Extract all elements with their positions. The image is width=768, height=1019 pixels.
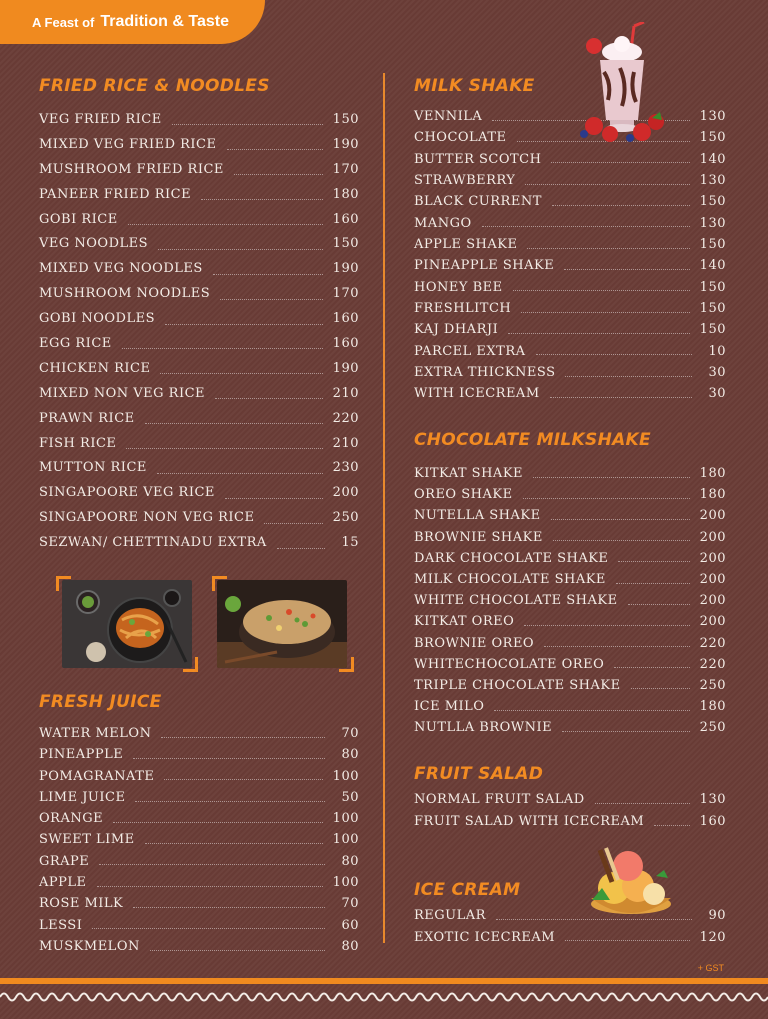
dot-leader — [97, 885, 323, 887]
dot-leader — [494, 709, 689, 711]
menu-item — [39, 311, 359, 336]
dot-leader — [550, 396, 692, 398]
dot-leader — [595, 802, 690, 804]
menu-item-price: 220 — [699, 635, 726, 651]
menu-item — [414, 466, 726, 487]
menu-item-name: BROWNIE OREO — [414, 635, 535, 651]
menu-item-price: 80 — [341, 747, 359, 763]
dot-leader — [544, 645, 690, 647]
menu-item-price: 220 — [699, 656, 726, 672]
footer-wave-pattern — [0, 990, 768, 1004]
menu-item — [39, 236, 359, 261]
menu-item-price: 150 — [699, 322, 726, 338]
menu-item-name: LIME JUICE — [39, 789, 126, 805]
milkshake-glass-illustration — [572, 22, 672, 144]
menu-item-price: 180 — [699, 466, 726, 481]
menu-item-price: 200 — [699, 508, 726, 524]
dot-leader — [513, 289, 690, 291]
menu-item-name: KAJ DHARJI — [414, 322, 499, 338]
dot-leader — [92, 927, 325, 929]
menu-item — [414, 530, 726, 551]
menu-item — [39, 286, 359, 311]
menu-item-name: EGG RICE — [39, 336, 112, 352]
menu-item-name: MIXED VEG FRIED RICE — [39, 136, 217, 152]
menu-item — [414, 344, 726, 365]
dot-leader — [157, 472, 323, 474]
dot-leader — [553, 539, 690, 541]
menu-item-name: EXOTIC ICECREAM — [414, 929, 556, 945]
dot-leader — [145, 422, 323, 424]
menu-item-name: ICE MILO — [414, 699, 485, 715]
menu-item-price: 160 — [332, 311, 359, 327]
menu-item-price: 60 — [341, 917, 359, 933]
menu-item-price: 130 — [699, 215, 726, 231]
noodles-photo — [62, 580, 192, 668]
dot-leader — [614, 666, 689, 668]
menu-item-name: WHITE CHOCOLATE SHAKE — [414, 593, 618, 609]
menu-item — [39, 336, 359, 361]
menu-item — [414, 322, 726, 343]
menu-item — [414, 908, 726, 930]
menu-item-price: 150 — [332, 112, 359, 127]
milk-shake-list — [414, 109, 726, 408]
menu-item — [414, 130, 726, 151]
menu-item-price: 200 — [699, 614, 726, 630]
dot-leader — [133, 757, 325, 759]
menu-item-price: 130 — [699, 109, 726, 124]
menu-item-price: 190 — [332, 261, 359, 277]
gst-note: + GST — [697, 963, 724, 973]
menu-item-name: WITH ICECREAM — [414, 386, 540, 402]
footer-bar — [0, 978, 768, 984]
menu-item — [39, 436, 359, 461]
dot-leader — [234, 173, 323, 175]
menu-item-price: 90 — [708, 908, 726, 923]
menu-item-name: CHICKEN RICE — [39, 360, 151, 376]
dot-leader — [161, 736, 325, 738]
menu-item-price: 100 — [332, 875, 359, 891]
dot-leader — [536, 353, 692, 355]
menu-item-name: VEG FRIED RICE — [39, 112, 162, 127]
menu-item — [414, 194, 726, 215]
dot-leader — [150, 949, 325, 951]
menu-item-name: BLACK CURRENT — [414, 194, 542, 210]
menu-item — [414, 814, 726, 836]
menu-item-price: 250 — [332, 510, 359, 526]
menu-item-price: 190 — [332, 360, 359, 376]
dot-leader — [618, 560, 689, 562]
menu-item-price: 220 — [332, 410, 359, 426]
menu-item-name: MANGO — [414, 215, 472, 231]
menu-item-price: 140 — [699, 151, 726, 167]
menu-item-name: HONEY BEE — [414, 279, 503, 295]
menu-item-price: 130 — [699, 173, 726, 189]
menu-item-price: 250 — [699, 720, 726, 736]
menu-item-price: 200 — [699, 571, 726, 587]
menu-item — [39, 485, 359, 510]
dot-leader — [533, 476, 690, 478]
menu-item-name: FISH RICE — [39, 435, 117, 451]
menu-item-price: 150 — [699, 130, 726, 146]
menu-item-name: GOBI NOODLES — [39, 311, 156, 327]
menu-item-name: BROWNIE SHAKE — [414, 529, 543, 545]
menu-item-name: PARCEL EXTRA — [414, 343, 526, 359]
dot-leader — [508, 332, 689, 334]
menu-item — [39, 212, 359, 237]
dot-leader — [525, 183, 689, 185]
menu-item-price: 70 — [341, 896, 359, 912]
menu-item-name: MIXED NON VEG RICE — [39, 385, 206, 401]
fried-rice-photo-frame — [212, 576, 354, 672]
menu-item-name: NORMAL FRUIT SALAD — [414, 792, 585, 807]
menu-item-price: 190 — [332, 136, 359, 152]
dot-leader — [213, 273, 323, 275]
menu-item — [414, 258, 726, 279]
menu-item — [39, 811, 359, 832]
dot-leader — [158, 248, 323, 250]
menu-item — [39, 460, 359, 485]
menu-item-price: 140 — [699, 258, 726, 274]
menu-item — [414, 152, 726, 173]
fruit-salad-title: FRUIT SALAD — [414, 764, 544, 784]
column-divider — [383, 73, 385, 943]
menu-item — [414, 508, 726, 529]
menu-item — [414, 109, 726, 130]
menu-item-name: MUSHROOM FRIED RICE — [39, 161, 224, 177]
menu-item — [39, 261, 359, 286]
menu-item-price: 150 — [699, 237, 726, 253]
menu-item-price: 50 — [341, 789, 359, 805]
menu-item-name: SINGAPOORE VEG RICE — [39, 485, 215, 501]
menu-item-name: VEG NOODLES — [39, 236, 149, 252]
fresh-juice-title: FRESH JUICE — [39, 692, 162, 712]
menu-item — [39, 896, 359, 917]
menu-item — [414, 237, 726, 258]
dot-leader — [565, 939, 690, 941]
menu-item-price: 250 — [699, 677, 726, 693]
menu-item — [39, 411, 359, 436]
menu-item-name: GRAPE — [39, 853, 90, 869]
menu-item — [39, 769, 359, 790]
dot-leader — [164, 778, 322, 780]
menu-item-name: CHOCOLATE — [414, 130, 507, 146]
ice-cream-list — [414, 908, 726, 951]
menu-item — [414, 487, 726, 508]
menu-item — [414, 280, 726, 301]
menu-item-name: EXTRA THICKNESS — [414, 365, 556, 381]
menu-item-name: NUTELLA SHAKE — [414, 508, 541, 524]
menu-item-price: 160 — [699, 814, 726, 829]
ice-cream-title: ICE CREAM — [414, 880, 521, 900]
menu-item — [39, 832, 359, 853]
dot-leader — [277, 547, 325, 549]
menu-item — [39, 535, 359, 560]
menu-item-price: 200 — [699, 593, 726, 609]
menu-item-name: FRESHLITCH — [414, 301, 512, 317]
fried-rice-title: FRIED RICE & NOODLES — [39, 76, 270, 96]
banner-title: Tradition & Taste — [100, 13, 229, 30]
dot-leader — [562, 730, 690, 732]
milk-shake-title: MILK SHAKE — [414, 76, 535, 96]
menu-item-price: 70 — [341, 726, 359, 741]
dot-leader — [145, 842, 323, 844]
menu-item-price: 210 — [332, 435, 359, 451]
menu-item-name: SINGAPOORE NON VEG RICE — [39, 510, 255, 526]
menu-item — [414, 657, 726, 678]
menu-item-name: POMAGRANATE — [39, 768, 155, 784]
menu-item-price: 100 — [332, 811, 359, 827]
menu-item-name: STRAWBERRY — [414, 173, 516, 189]
dot-leader — [201, 198, 323, 200]
menu-item-price: 200 — [699, 550, 726, 566]
fried-rice-photo — [217, 580, 347, 668]
dot-leader — [133, 906, 325, 908]
menu-item — [39, 918, 359, 939]
menu-item — [414, 301, 726, 322]
menu-item — [414, 720, 726, 741]
dot-leader — [160, 372, 322, 374]
menu-item-name: ROSE MILK — [39, 896, 124, 912]
menu-item-price: 80 — [341, 938, 359, 954]
menu-item — [39, 939, 359, 960]
menu-item-name: MILK CHOCOLATE SHAKE — [414, 571, 606, 587]
dot-leader — [564, 268, 689, 270]
menu-item — [39, 361, 359, 386]
dot-leader — [99, 863, 325, 865]
dot-leader — [616, 582, 690, 584]
dot-leader — [135, 800, 325, 802]
menu-item-name: OREO SHAKE — [414, 487, 513, 503]
menu-item-name: PINEAPPLE SHAKE — [414, 258, 555, 274]
menu-item-price: 150 — [699, 194, 726, 210]
menu-item-price: 180 — [332, 186, 359, 202]
menu-item-price: 200 — [699, 529, 726, 545]
menu-item-price: 130 — [699, 792, 726, 807]
dot-leader — [113, 821, 323, 823]
menu-item-price: 80 — [341, 853, 359, 869]
menu-item-name: MUSKMELON — [39, 938, 140, 954]
menu-item-name: WATER MELON — [39, 726, 152, 741]
menu-item-price: 180 — [699, 487, 726, 503]
menu-item — [414, 386, 726, 407]
menu-item — [414, 614, 726, 635]
menu-item-price: 150 — [332, 236, 359, 252]
menu-item-price: 160 — [332, 211, 359, 227]
menu-item-price: 120 — [699, 929, 726, 945]
menu-item-name: LESSI — [39, 917, 83, 933]
menu-item — [414, 593, 726, 614]
menu-item-price: 200 — [332, 485, 359, 501]
dot-leader — [122, 347, 323, 349]
menu-item-name: APPLE SHAKE — [414, 237, 518, 253]
dot-leader — [524, 624, 689, 626]
menu-item-name: DARK CHOCOLATE SHAKE — [414, 550, 609, 566]
menu-item-name: MUTTON RICE — [39, 460, 147, 476]
dot-leader — [165, 323, 323, 325]
menu-item-price: 30 — [708, 386, 726, 402]
menu-item — [414, 173, 726, 194]
menu-item — [39, 726, 359, 747]
dot-leader — [654, 824, 689, 826]
menu-item-price: 170 — [332, 286, 359, 302]
dot-leader — [225, 497, 323, 499]
menu-item-name: ORANGE — [39, 811, 104, 827]
menu-item — [39, 790, 359, 811]
dot-leader — [496, 918, 692, 920]
dot-leader — [227, 148, 323, 150]
menu-item-price: 15 — [341, 535, 359, 551]
dot-leader — [128, 223, 323, 225]
dot-leader — [552, 204, 690, 206]
menu-item — [414, 699, 726, 720]
chocolate-milkshake-list — [414, 466, 726, 741]
menu-item-name: SWEET LIME — [39, 832, 135, 848]
menu-item-name: MUSHROOM NOODLES — [39, 286, 211, 302]
menu-item — [39, 854, 359, 875]
dot-leader — [551, 518, 690, 520]
menu-item-name: APPLE — [39, 875, 87, 891]
menu-item — [414, 572, 726, 593]
menu-item — [39, 187, 359, 212]
fresh-juice-list — [39, 726, 359, 960]
menu-item-name: VENNILA — [414, 109, 483, 124]
menu-item-price: 30 — [708, 365, 726, 381]
menu-item-price: 180 — [699, 699, 726, 715]
menu-item — [414, 551, 726, 572]
menu-item-name: TRIPLE CHOCOLATE SHAKE — [414, 677, 621, 693]
menu-item — [414, 930, 726, 952]
menu-item — [414, 636, 726, 657]
menu-item — [39, 162, 359, 187]
menu-item-name: SEZWAN/ CHETTINADU EXTRA — [39, 535, 267, 551]
menu-item-name: BUTTER SCOTCH — [414, 151, 542, 167]
dot-leader — [126, 447, 322, 449]
dot-leader — [565, 375, 692, 377]
header-banner — [0, 0, 265, 44]
menu-item-name: NUTLLA BROWNIE — [414, 720, 553, 736]
dot-leader — [631, 687, 690, 689]
menu-item-price: 100 — [332, 768, 359, 784]
menu-item-price: 160 — [332, 336, 359, 352]
menu-item — [39, 137, 359, 162]
menu-item-price: 170 — [332, 161, 359, 177]
menu-item — [39, 510, 359, 535]
menu-item — [39, 386, 359, 411]
dot-leader — [482, 225, 690, 227]
fried-rice-list — [39, 112, 359, 560]
banner-prefix: A Feast of — [32, 14, 95, 30]
menu-item-price: 230 — [332, 460, 359, 476]
fruit-salad-list — [414, 792, 726, 836]
menu-item-name: PANEER FRIED RICE — [39, 186, 192, 202]
menu-item — [414, 365, 726, 386]
menu-item-name: KITKAT SHAKE — [414, 466, 524, 481]
menu-item-price: 150 — [699, 279, 726, 295]
menu-item-name: WHITECHOCOLATE OREO — [414, 656, 605, 672]
dot-leader — [521, 311, 689, 313]
dot-leader — [551, 161, 689, 163]
dot-leader — [172, 123, 323, 125]
menu-item — [39, 112, 359, 137]
menu-item-price: 10 — [708, 343, 726, 359]
menu-item-name: FRUIT SALAD WITH ICECREAM — [414, 814, 645, 829]
dot-leader — [264, 522, 322, 524]
dot-leader — [527, 247, 689, 249]
menu-item-name: KITKAT OREO — [414, 614, 515, 630]
chocolate-milkshake-title: CHOCOLATE MILKSHAKE — [414, 430, 651, 450]
menu-item-name: GOBI RICE — [39, 211, 118, 227]
menu-item-price: 150 — [699, 301, 726, 317]
dot-leader — [215, 397, 323, 399]
menu-item-name: MIXED VEG NOODLES — [39, 261, 203, 277]
menu-item-name: PRAWN RICE — [39, 410, 135, 426]
menu-item-name: PINEAPPLE — [39, 747, 124, 763]
menu-item-price: 210 — [332, 385, 359, 401]
dot-leader — [220, 298, 322, 300]
menu-item — [39, 875, 359, 896]
menu-item-price: 100 — [332, 832, 359, 848]
menu-item — [414, 678, 726, 699]
dot-leader — [628, 603, 690, 605]
noodles-photo-frame — [56, 576, 198, 672]
menu-item — [414, 792, 726, 814]
menu-item — [39, 747, 359, 768]
menu-item — [414, 216, 726, 237]
dot-leader — [523, 497, 690, 499]
menu-item-name: REGULAR — [414, 908, 486, 923]
